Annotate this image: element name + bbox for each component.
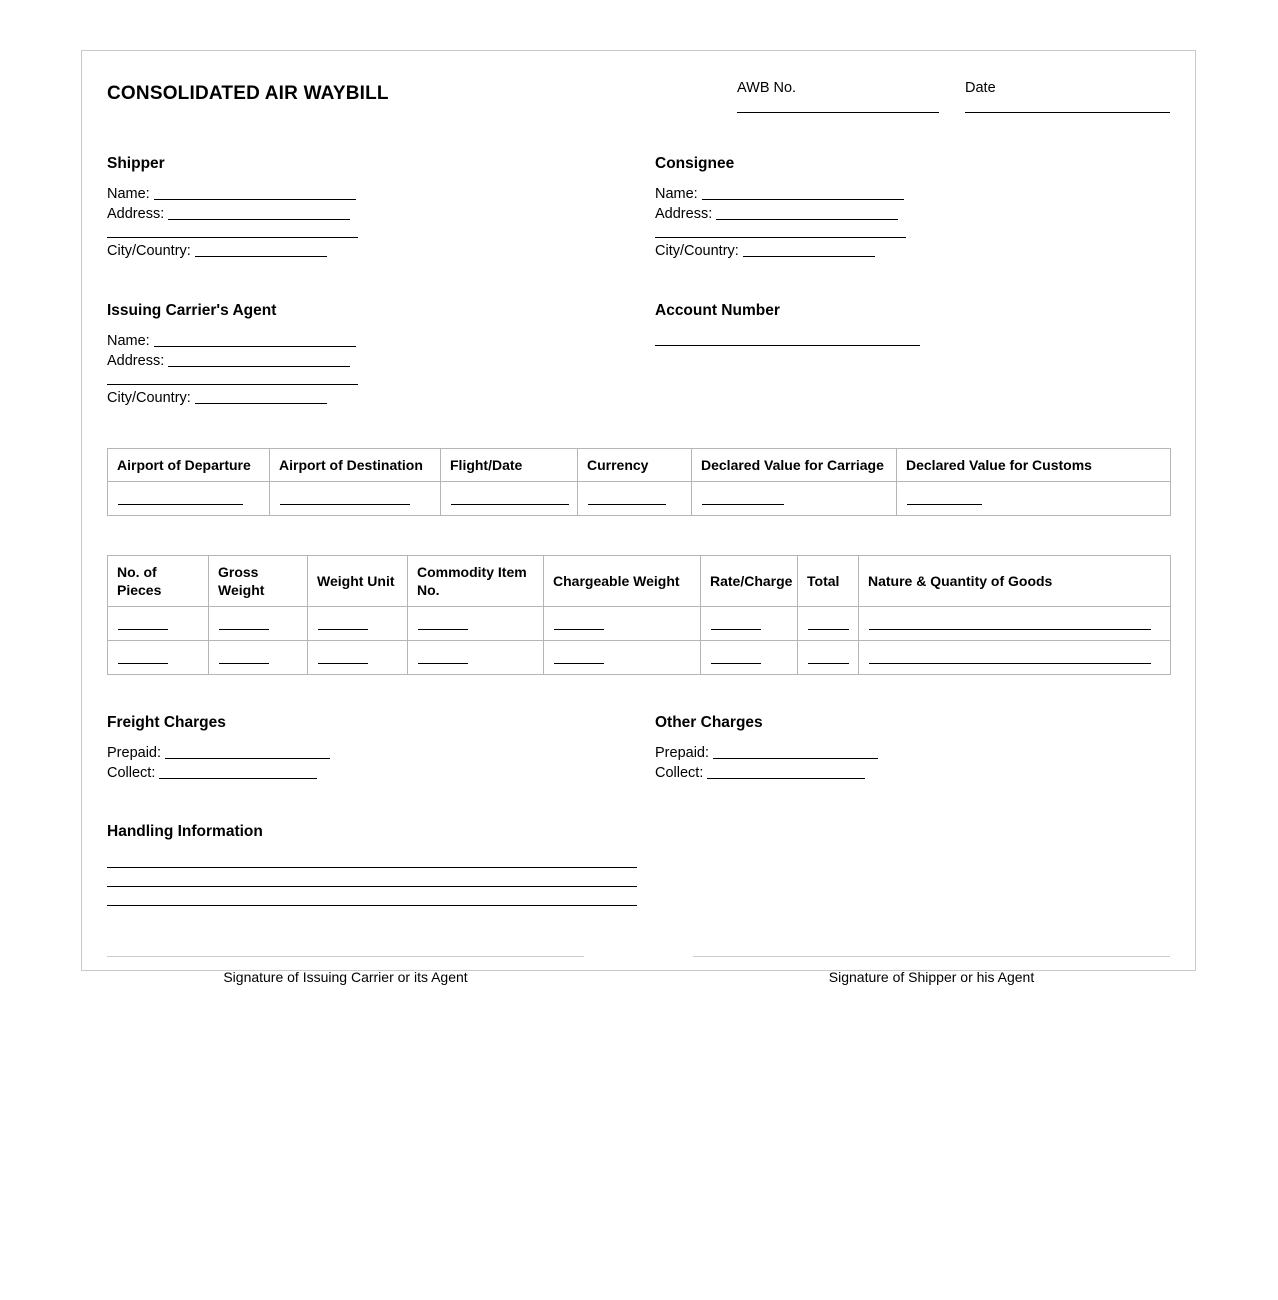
pieces-blank <box>118 617 168 630</box>
header-gross-weight: Gross Weight <box>209 556 308 607</box>
route-table-blank-row <box>108 482 1171 516</box>
shipper-address-row <box>107 204 655 224</box>
chargeable-weight-cell <box>544 641 701 675</box>
pieces-cell <box>108 607 209 641</box>
total-blank <box>808 651 849 664</box>
freight-collect-label: Collect: <box>107 765 156 781</box>
agent-name-blank <box>154 334 356 347</box>
consignee-section <box>655 155 1170 261</box>
currency-blank <box>588 492 666 505</box>
shipper-city-blank <box>195 244 327 257</box>
signature-left-line <box>107 956 584 957</box>
freight-collect-row <box>107 763 655 783</box>
consignee-heading: Consignee <box>655 155 735 172</box>
shipper-city-label: City/Country: <box>107 243 191 259</box>
awb-no-blank <box>737 112 939 113</box>
header-rate-charge: Rate/Charge <box>701 556 798 607</box>
header-total: Total <box>798 556 859 607</box>
signatures-row <box>107 956 1170 985</box>
rate-charge-cell <box>701 641 798 675</box>
agent-heading: Issuing Carrier's Agent <box>107 302 277 319</box>
header-airport-of-departure: Airport of Departure <box>108 449 270 482</box>
freight-prepaid-label: Prepaid: <box>107 745 162 761</box>
signature-right-block <box>693 956 1170 985</box>
weight-unit-cell <box>308 607 408 641</box>
gross-weight-cell <box>209 641 308 675</box>
shipper-address-blank <box>168 207 350 220</box>
agent-address-row <box>107 351 655 371</box>
declared-customs-blank <box>907 492 982 505</box>
agent-name-row <box>107 331 655 351</box>
header-no-of-pieces: No. of Pieces <box>108 556 209 607</box>
freight-charges-heading: Freight Charges <box>107 714 226 731</box>
date-field <box>965 80 1170 113</box>
account-section <box>655 302 1170 408</box>
signature-right-line <box>693 956 1170 957</box>
consignee-city-row <box>655 241 1170 261</box>
shipper-address-label: Address: <box>107 206 165 222</box>
freight-prepaid-blank <box>165 746 330 759</box>
signature-left-caption: Signature of Issuing Carrier or its Agent <box>223 969 468 985</box>
nature-goods-blank <box>869 617 1151 630</box>
form-header <box>107 80 1170 113</box>
departure-blank <box>118 492 243 505</box>
declared-carriage-cell <box>692 482 897 516</box>
header-airport-of-destination: Airport of Destination <box>270 449 441 482</box>
nature-goods-blank <box>869 651 1151 664</box>
other-collect-row <box>655 763 1170 783</box>
shipper-section <box>107 155 655 261</box>
currency-cell <box>578 482 692 516</box>
header-nature-quantity-goods: Nature & Quantity of Goods <box>859 556 1171 607</box>
commodity-blank <box>418 617 468 630</box>
chargeable-weight-blank <box>554 651 604 664</box>
nature-goods-cell <box>859 607 1171 641</box>
shipper-city-row <box>107 241 655 261</box>
consignee-address-row <box>655 204 1170 224</box>
shipper-name-label: Name: <box>107 186 150 202</box>
handling-section <box>107 823 1170 906</box>
header-weight-unit: Weight Unit <box>308 556 408 607</box>
goods-table-header-row <box>108 556 1171 607</box>
gross-weight-blank <box>219 617 269 630</box>
other-collect-label: Collect: <box>655 765 704 781</box>
date-label: Date <box>965 80 996 96</box>
signature-left-block <box>107 956 584 985</box>
chargeable-weight-blank <box>554 617 604 630</box>
goods-table-blank-row <box>108 641 1171 675</box>
header-commodity-item-no: Commodity Item No. <box>408 556 544 607</box>
shipper-heading: Shipper <box>107 155 165 172</box>
date-blank <box>965 112 1170 113</box>
shipper-address2-blank <box>107 224 358 238</box>
nature-goods-cell <box>859 641 1171 675</box>
goods-table-blank-row <box>108 607 1171 641</box>
other-charges-section <box>655 714 1170 783</box>
other-collect-blank <box>707 766 865 779</box>
header-declared-value-carriage: Declared Value for Carriage <box>692 449 897 482</box>
freight-charges-section <box>107 714 655 783</box>
handling-line-3 <box>107 887 637 906</box>
commodity-blank <box>418 651 468 664</box>
rate-charge-blank <box>711 617 761 630</box>
other-prepaid-label: Prepaid: <box>655 745 710 761</box>
consignee-city-label: City/Country: <box>655 243 739 259</box>
agent-section <box>107 302 655 408</box>
awb-no-label: AWB No. <box>737 80 797 96</box>
parties-row <box>107 155 1170 261</box>
pieces-cell <box>108 641 209 675</box>
total-blank <box>808 617 849 630</box>
declared-carriage-blank <box>702 492 784 505</box>
other-prepaid-blank <box>713 746 878 759</box>
consignee-name-label: Name: <box>655 186 698 202</box>
freight-collect-blank <box>159 766 317 779</box>
total-cell <box>798 641 859 675</box>
commodity-cell <box>408 607 544 641</box>
shipper-name-row <box>107 184 655 204</box>
consignee-address-blank <box>716 207 898 220</box>
agent-account-row <box>107 302 1170 408</box>
consignee-city-blank <box>743 244 875 257</box>
consignee-name-blank <box>702 187 904 200</box>
consignee-address-label: Address: <box>655 206 713 222</box>
consignee-name-row <box>655 184 1170 204</box>
departure-cell <box>108 482 270 516</box>
account-number-blank <box>655 345 920 346</box>
pieces-blank <box>118 651 168 664</box>
weight-unit-blank <box>318 651 368 664</box>
agent-city-blank <box>195 391 327 404</box>
chargeable-weight-cell <box>544 607 701 641</box>
agent-city-row <box>107 388 655 408</box>
commodity-cell <box>408 641 544 675</box>
header-flight-date: Flight/Date <box>441 449 578 482</box>
header-declared-value-customs: Declared Value for Customs <box>897 449 1171 482</box>
freight-prepaid-row <box>107 743 655 763</box>
flight-date-blank <box>451 492 569 505</box>
weight-unit-blank <box>318 617 368 630</box>
handling-line-2 <box>107 868 637 887</box>
account-heading: Account Number <box>655 302 780 319</box>
gross-weight-blank <box>219 651 269 664</box>
waybill-form <box>81 50 1196 985</box>
other-charges-heading: Other Charges <box>655 714 763 731</box>
total-cell <box>798 607 859 641</box>
agent-address-label: Address: <box>107 353 165 369</box>
form-title: CONSOLIDATED AIR WAYBILL <box>107 83 389 104</box>
signature-right-caption: Signature of Shipper or his Agent <box>828 969 1035 985</box>
rate-charge-blank <box>711 651 761 664</box>
rate-charge-cell <box>701 607 798 641</box>
agent-name-label: Name: <box>107 333 150 349</box>
destination-cell <box>270 482 441 516</box>
gross-weight-cell <box>209 607 308 641</box>
weight-unit-cell <box>308 641 408 675</box>
agent-address2-blank <box>107 371 358 385</box>
destination-blank <box>280 492 410 505</box>
header-currency: Currency <box>578 449 692 482</box>
route-table <box>107 448 1171 516</box>
agent-city-label: City/Country: <box>107 390 191 406</box>
handling-heading: Handling Information <box>107 823 263 840</box>
charges-row <box>107 714 1170 783</box>
flight-date-cell <box>441 482 578 516</box>
agent-address-blank <box>168 354 350 367</box>
shipper-name-blank <box>154 187 356 200</box>
goods-table <box>107 555 1171 675</box>
route-table-header-row <box>108 449 1171 482</box>
consignee-address2-blank <box>655 224 906 238</box>
awb-no-field <box>737 80 939 113</box>
handling-lines <box>107 867 637 906</box>
declared-customs-cell <box>897 482 1171 516</box>
other-prepaid-row <box>655 743 1170 763</box>
header-chargeable-weight: Chargeable Weight <box>544 556 701 607</box>
